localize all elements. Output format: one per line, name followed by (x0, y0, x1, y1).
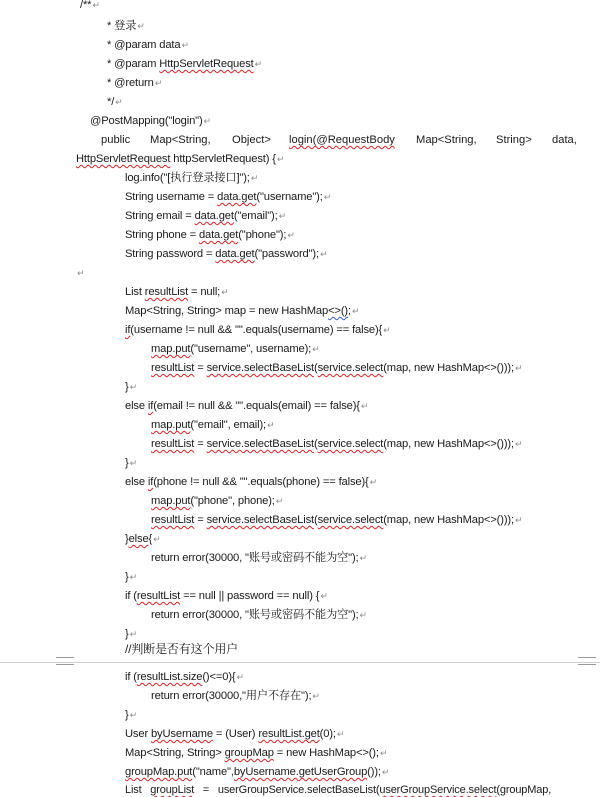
paragraph-mark-icon: ↵ (320, 591, 328, 601)
code-line (151, 551, 367, 565)
code-text: = null; (188, 286, 221, 298)
code-text: ("username"); (256, 191, 323, 203)
code-line (125, 589, 328, 603)
code-line (107, 57, 262, 71)
code-text: ()); (367, 766, 381, 778)
code-text: ()<=0){ (202, 671, 236, 683)
code-text: = (194, 362, 207, 374)
spellcheck-word: if (125, 324, 131, 336)
spellcheck-word: resultList (144, 286, 189, 298)
code-text: /** (80, 0, 92, 11)
paragraph-mark-icon: ↵ (276, 154, 285, 164)
code-line (125, 323, 391, 337)
spellcheck-word: HttpServletRequest (76, 153, 171, 165)
code-line (125, 380, 137, 394)
code-text: (phone != null && "".equals(phone) == false){ (153, 476, 369, 488)
code-text: (email != null && "".equals(email) == false){ (153, 400, 360, 412)
paragraph-mark-icon: ↵ (514, 439, 523, 449)
code-line (125, 304, 359, 318)
code-text: = (User) (212, 728, 259, 740)
paragraph-mark-icon: ↵ (92, 0, 100, 10)
code-text: List (125, 286, 145, 298)
paragraph-mark-icon: ↵ (323, 192, 332, 202)
method-signature-line (0, 133, 600, 147)
code-text: (map, new HashMap<>())); (383, 514, 514, 526)
code-text: ("password"); (254, 248, 319, 260)
code-line (125, 746, 387, 760)
code-line (125, 532, 161, 546)
paragraph-mark-icon: ↵ (129, 710, 137, 720)
code-line (90, 114, 211, 128)
code-text: * @return (107, 77, 154, 89)
code-line (76, 152, 284, 166)
code-text: ("email", email); (190, 419, 267, 431)
code-text: String password = (125, 248, 216, 260)
code-line (125, 708, 137, 722)
paragraph-mark-icon: ↵ (278, 211, 286, 221)
code-line (107, 38, 189, 52)
code-text: String> (496, 134, 532, 146)
code-line (125, 727, 344, 741)
paragraph-mark-icon: ↵ (153, 534, 161, 544)
spellcheck-word: byUsername.getUserGroup (233, 766, 368, 778)
paragraph-mark-icon: ↵ (221, 287, 229, 297)
spellcheck-word: else (128, 533, 149, 545)
page-break (0, 662, 600, 663)
code-line (151, 608, 367, 622)
code-line (125, 642, 238, 656)
code-line (125, 670, 244, 684)
code-text: @PostMapping("login") (90, 115, 203, 127)
spellcheck-word: HttpServletRequest (159, 58, 254, 70)
code-line (125, 171, 258, 185)
code-text: (map, new HashMap<>())); (383, 438, 514, 450)
code-line (125, 228, 295, 242)
paragraph-mark-icon: ↵ (312, 344, 320, 354)
paragraph-mark-icon: ↵ (77, 268, 85, 278)
spellcheck-word: data.get (194, 210, 234, 222)
paragraph-mark-icon: ↵ (236, 672, 244, 682)
code-text: == null || password == null) { (180, 590, 320, 602)
code-text: = (194, 514, 207, 526)
code-text: } (125, 571, 129, 583)
code-text: } (125, 457, 129, 469)
code-line (125, 209, 286, 223)
spellcheck-word: service.select (317, 362, 384, 374)
code-line (151, 437, 522, 451)
paragraph-mark-icon: ↵ (275, 496, 284, 506)
spellcheck-word: groupList (150, 784, 195, 796)
paragraph-mark-icon: ↵ (383, 325, 391, 335)
spellcheck-word: map.put (151, 495, 191, 507)
code-text: User (125, 728, 151, 740)
code-line (125, 475, 377, 489)
spellcheck-word: data.get (198, 229, 239, 241)
spellcheck-word: resultList.size (136, 671, 203, 683)
code-text: Map<String, (150, 134, 211, 146)
code-text: = new HashMap<>(); (273, 747, 379, 759)
spellcheck-word: groupMap.put (125, 766, 193, 778)
paragraph-mark-icon: ↵ (129, 458, 137, 468)
paragraph-mark-icon: ↵ (129, 572, 137, 582)
code-line (107, 76, 162, 90)
code-text: } (125, 381, 129, 393)
code-text: * @param data (107, 39, 181, 51)
code-text: return error(30000, "账号或密码不能为空"); (151, 552, 359, 564)
grammar-word: <>() (328, 305, 349, 317)
code-line (151, 418, 274, 432)
spellcheck-word: groupMap (224, 747, 274, 759)
code-text: else (125, 400, 148, 412)
code-line (80, 0, 100, 12)
paragraph-mark-icon: ↵ (514, 515, 523, 525)
spellcheck-word: resultList (136, 590, 181, 602)
code-line (151, 689, 320, 703)
paragraph-mark-icon: ↵ (181, 40, 189, 50)
code-text: } (125, 709, 129, 721)
spellcheck-word: service.select (317, 438, 384, 450)
spellcheck-word: userGroupService.select (379, 784, 497, 796)
paragraph-mark-icon: ↵ (336, 729, 345, 739)
code-text: if ( (125, 590, 137, 602)
code-line (151, 361, 522, 375)
code-text: Map<String, String> map = new HashMap (125, 305, 329, 317)
spellcheck-word: resultList (151, 438, 195, 450)
code-text: * 登录 (107, 20, 137, 32)
paragraph-mark-icon: ↵ (514, 363, 523, 373)
spellcheck-word: service.selectBaseList (206, 362, 314, 374)
code-line (151, 513, 522, 527)
code-text: ( (313, 438, 318, 450)
paragraph-mark-icon: ↵ (369, 477, 378, 487)
spellcheck-word: service.select (317, 514, 384, 526)
code-text: log.info("[执行登录接口]"); (125, 172, 250, 184)
code-text: (0); (319, 728, 336, 740)
code-text: if ( (125, 671, 137, 683)
spellcheck-word: byUsername (150, 728, 213, 740)
spellcheck-word: resultList (151, 362, 195, 374)
code-text: Map<String, (416, 134, 477, 146)
code-line (125, 570, 137, 584)
code-line (125, 765, 389, 779)
spellcheck-word: map.put (151, 419, 191, 431)
code-line (125, 783, 551, 797)
code-line (151, 342, 320, 356)
spellcheck-word: if (147, 476, 154, 488)
code-text: public (101, 134, 131, 146)
code-text: httpServletRequest) { (170, 153, 276, 165)
code-text: (username != null && "".equals(username) == false){ (130, 324, 383, 336)
spellcheck-word: service.selectBaseList (206, 438, 314, 450)
paragraph-mark-icon: ↵ (351, 306, 360, 316)
spellcheck-word: map.put (151, 343, 191, 355)
code-text: Object> (232, 134, 271, 146)
paragraph-mark-icon: ↵ (254, 59, 263, 69)
paragraph-mark-icon: ↵ (154, 78, 163, 88)
code-text: */ (107, 96, 115, 108)
spellcheck-word: if (147, 400, 154, 412)
code-text: ("phone"); (238, 229, 287, 241)
code-text: ("email"); (233, 210, 278, 222)
paragraph-mark-icon: ↵ (267, 420, 275, 430)
page-corner-mark-icon (56, 657, 74, 665)
spellcheck-word: data.get (217, 191, 257, 203)
spellcheck-word: resultList.get (258, 728, 320, 740)
code-text: ("name", (192, 766, 234, 778)
code-text: = userGroupService.selectBaseList( (194, 784, 380, 796)
code-text: (groupMap, (496, 784, 552, 796)
code-text: Map<String, String> (125, 747, 225, 759)
code-text: } (125, 533, 129, 545)
paragraph-mark-icon: ↵ (287, 230, 295, 240)
code-line (125, 456, 137, 470)
code-line (107, 19, 145, 33)
code-text: String email = (125, 210, 195, 222)
paragraph-mark-icon: ↵ (203, 116, 211, 126)
spellcheck-word: service.selectBaseList (206, 514, 314, 526)
code-text: login(@RequestBody (289, 134, 395, 146)
code-text: ("username", username); (190, 343, 312, 355)
code-line (107, 95, 123, 109)
code-text: ("phone", phone); (190, 495, 275, 507)
code-line (125, 247, 327, 261)
code-text: String username = (125, 191, 218, 203)
code-text: * @param (107, 58, 160, 70)
paragraph-mark-icon: ↵ (359, 553, 367, 563)
paragraph-mark-icon: ↵ (129, 382, 137, 392)
empty-line (76, 266, 84, 280)
page-corner-mark-icon (578, 657, 596, 665)
code-text: } (125, 628, 129, 640)
code-text: List (125, 784, 151, 796)
paragraph-mark-icon: ↵ (250, 173, 259, 183)
code-text: ( (313, 362, 318, 374)
code-text: ( (313, 514, 318, 526)
code-text: String phone = (125, 229, 199, 241)
code-text: return error(30000,"用户不存在"); (151, 690, 312, 702)
code-text: else (125, 476, 148, 488)
code-comment: //判断是否有这个用户 (125, 642, 239, 656)
code-line (151, 494, 283, 508)
code-line (125, 190, 331, 204)
code-line (125, 399, 368, 413)
paragraph-mark-icon: ↵ (115, 97, 123, 107)
paragraph-mark-icon: ↵ (312, 691, 320, 701)
code-text: return error(30000, "账号或密码不能为空"); (151, 609, 359, 621)
code-text: { (148, 533, 153, 545)
paragraph-mark-icon: ↵ (129, 629, 137, 639)
paragraph-mark-icon: ↵ (137, 21, 145, 31)
spellcheck-word: resultList (151, 514, 195, 526)
spellcheck-word: data.get (215, 248, 255, 260)
paragraph-mark-icon: ↵ (319, 249, 328, 259)
code-line (125, 285, 229, 299)
paragraph-mark-icon: ↵ (360, 401, 369, 411)
code-line (125, 627, 137, 641)
paragraph-mark-icon: ↵ (381, 767, 390, 777)
code-text: (map, new HashMap<>())); (383, 362, 514, 374)
paragraph-mark-icon: ↵ (359, 610, 367, 620)
code-text: data, (552, 134, 577, 146)
paragraph-mark-icon: ↵ (379, 748, 388, 758)
code-text: = (194, 438, 207, 450)
code-text: ; (348, 305, 351, 317)
